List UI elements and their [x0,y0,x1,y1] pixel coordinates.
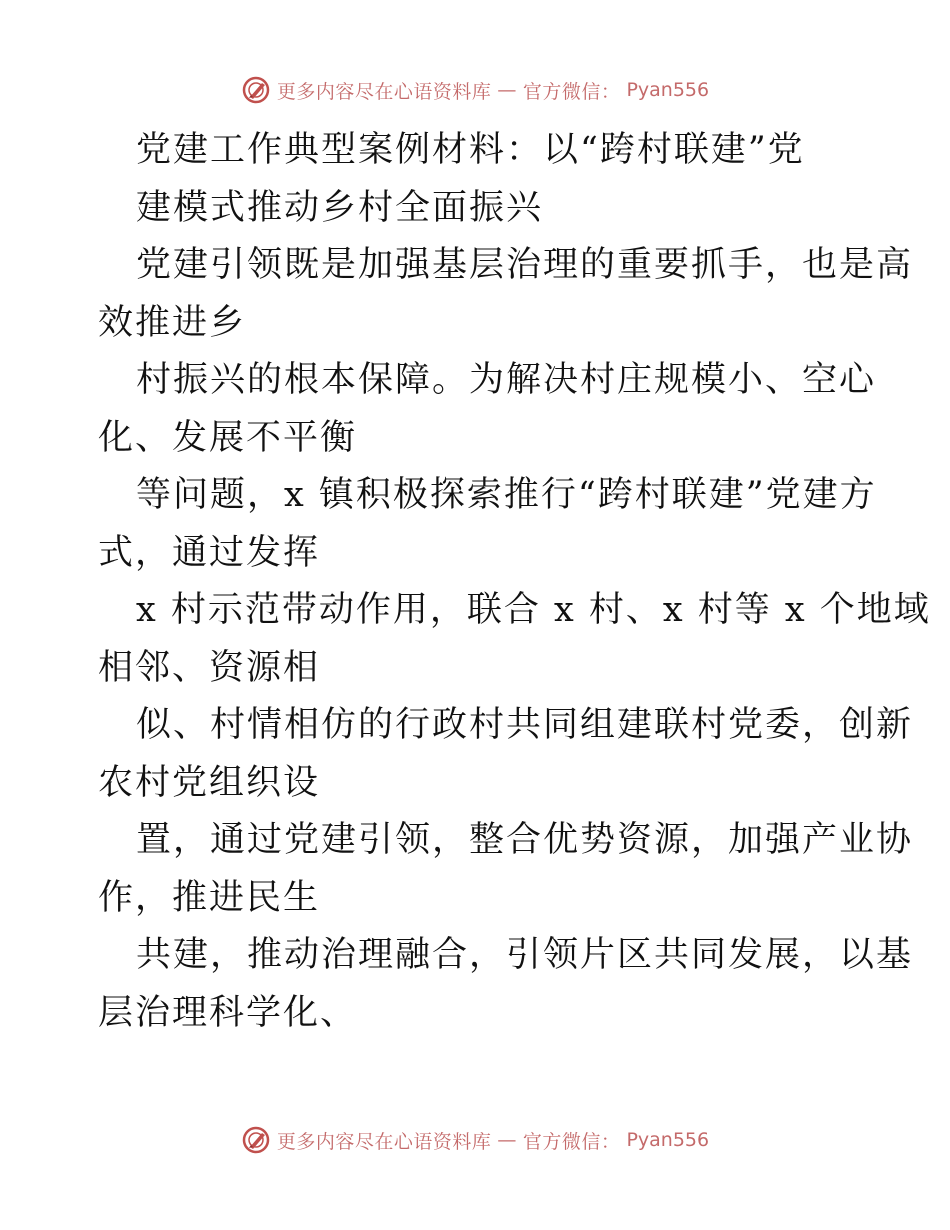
text-line: 化、发展不平衡 [98,417,358,458]
text-line: 层治理科学化、 [98,992,358,1033]
pen-logo-icon [241,1125,271,1155]
header-separator: — [497,79,517,101]
header-wechat-id: Pyan556 [626,79,710,101]
footer-wechat-id: Pyan556 [626,1129,710,1151]
document-title-line-1: 党建工作典型案例材料：以“跨村联建”党 [136,130,805,170]
text-line: 村振兴的根本保障。为解决村庄规模小、空心 [136,360,877,400]
text-line: 党建引领既是加强基层治理的重要抓手，也是高 [136,245,914,285]
pen-logo-icon [241,75,271,105]
text-line: 似、村情相仿的行政村共同组建联村党委，创新 [136,705,914,745]
header-watermark [0,70,950,110]
footer-wechat-label: 官方微信： [522,1130,621,1153]
text-line: 共建，推动治理融合，引领片区共同发展，以基 [136,935,914,975]
footer-watermark [0,1120,950,1160]
text-line: 置，通过党建引领，整合优势资源，加强产业协 [136,820,914,860]
text-line: x 村示范带动作用，联合 x 村、x 村等 x 个地域 [136,590,931,630]
footer-separator: — [497,1129,517,1151]
document-paragraph [98,237,931,1042]
text-line: 农村党组织设 [98,762,321,803]
document-body [98,122,931,1042]
text-line: 相邻、资源相 [98,647,321,688]
text-line: 等问题，x 镇积极探索推行“跨村联建”党建方 [136,475,877,515]
header-wechat-label: 官方微信： [522,80,621,103]
document-title-line-2: 建模式推动乡村全面振兴 [136,187,544,228]
text-line: 效推进乡 [98,302,247,343]
text-line: 作，推进民生 [98,877,321,918]
text-line: 式，通过发挥 [98,532,321,573]
footer-brand-text: 更多内容尽在心语资料库 [276,1130,492,1153]
header-brand-text: 更多内容尽在心语资料库 [276,80,492,103]
